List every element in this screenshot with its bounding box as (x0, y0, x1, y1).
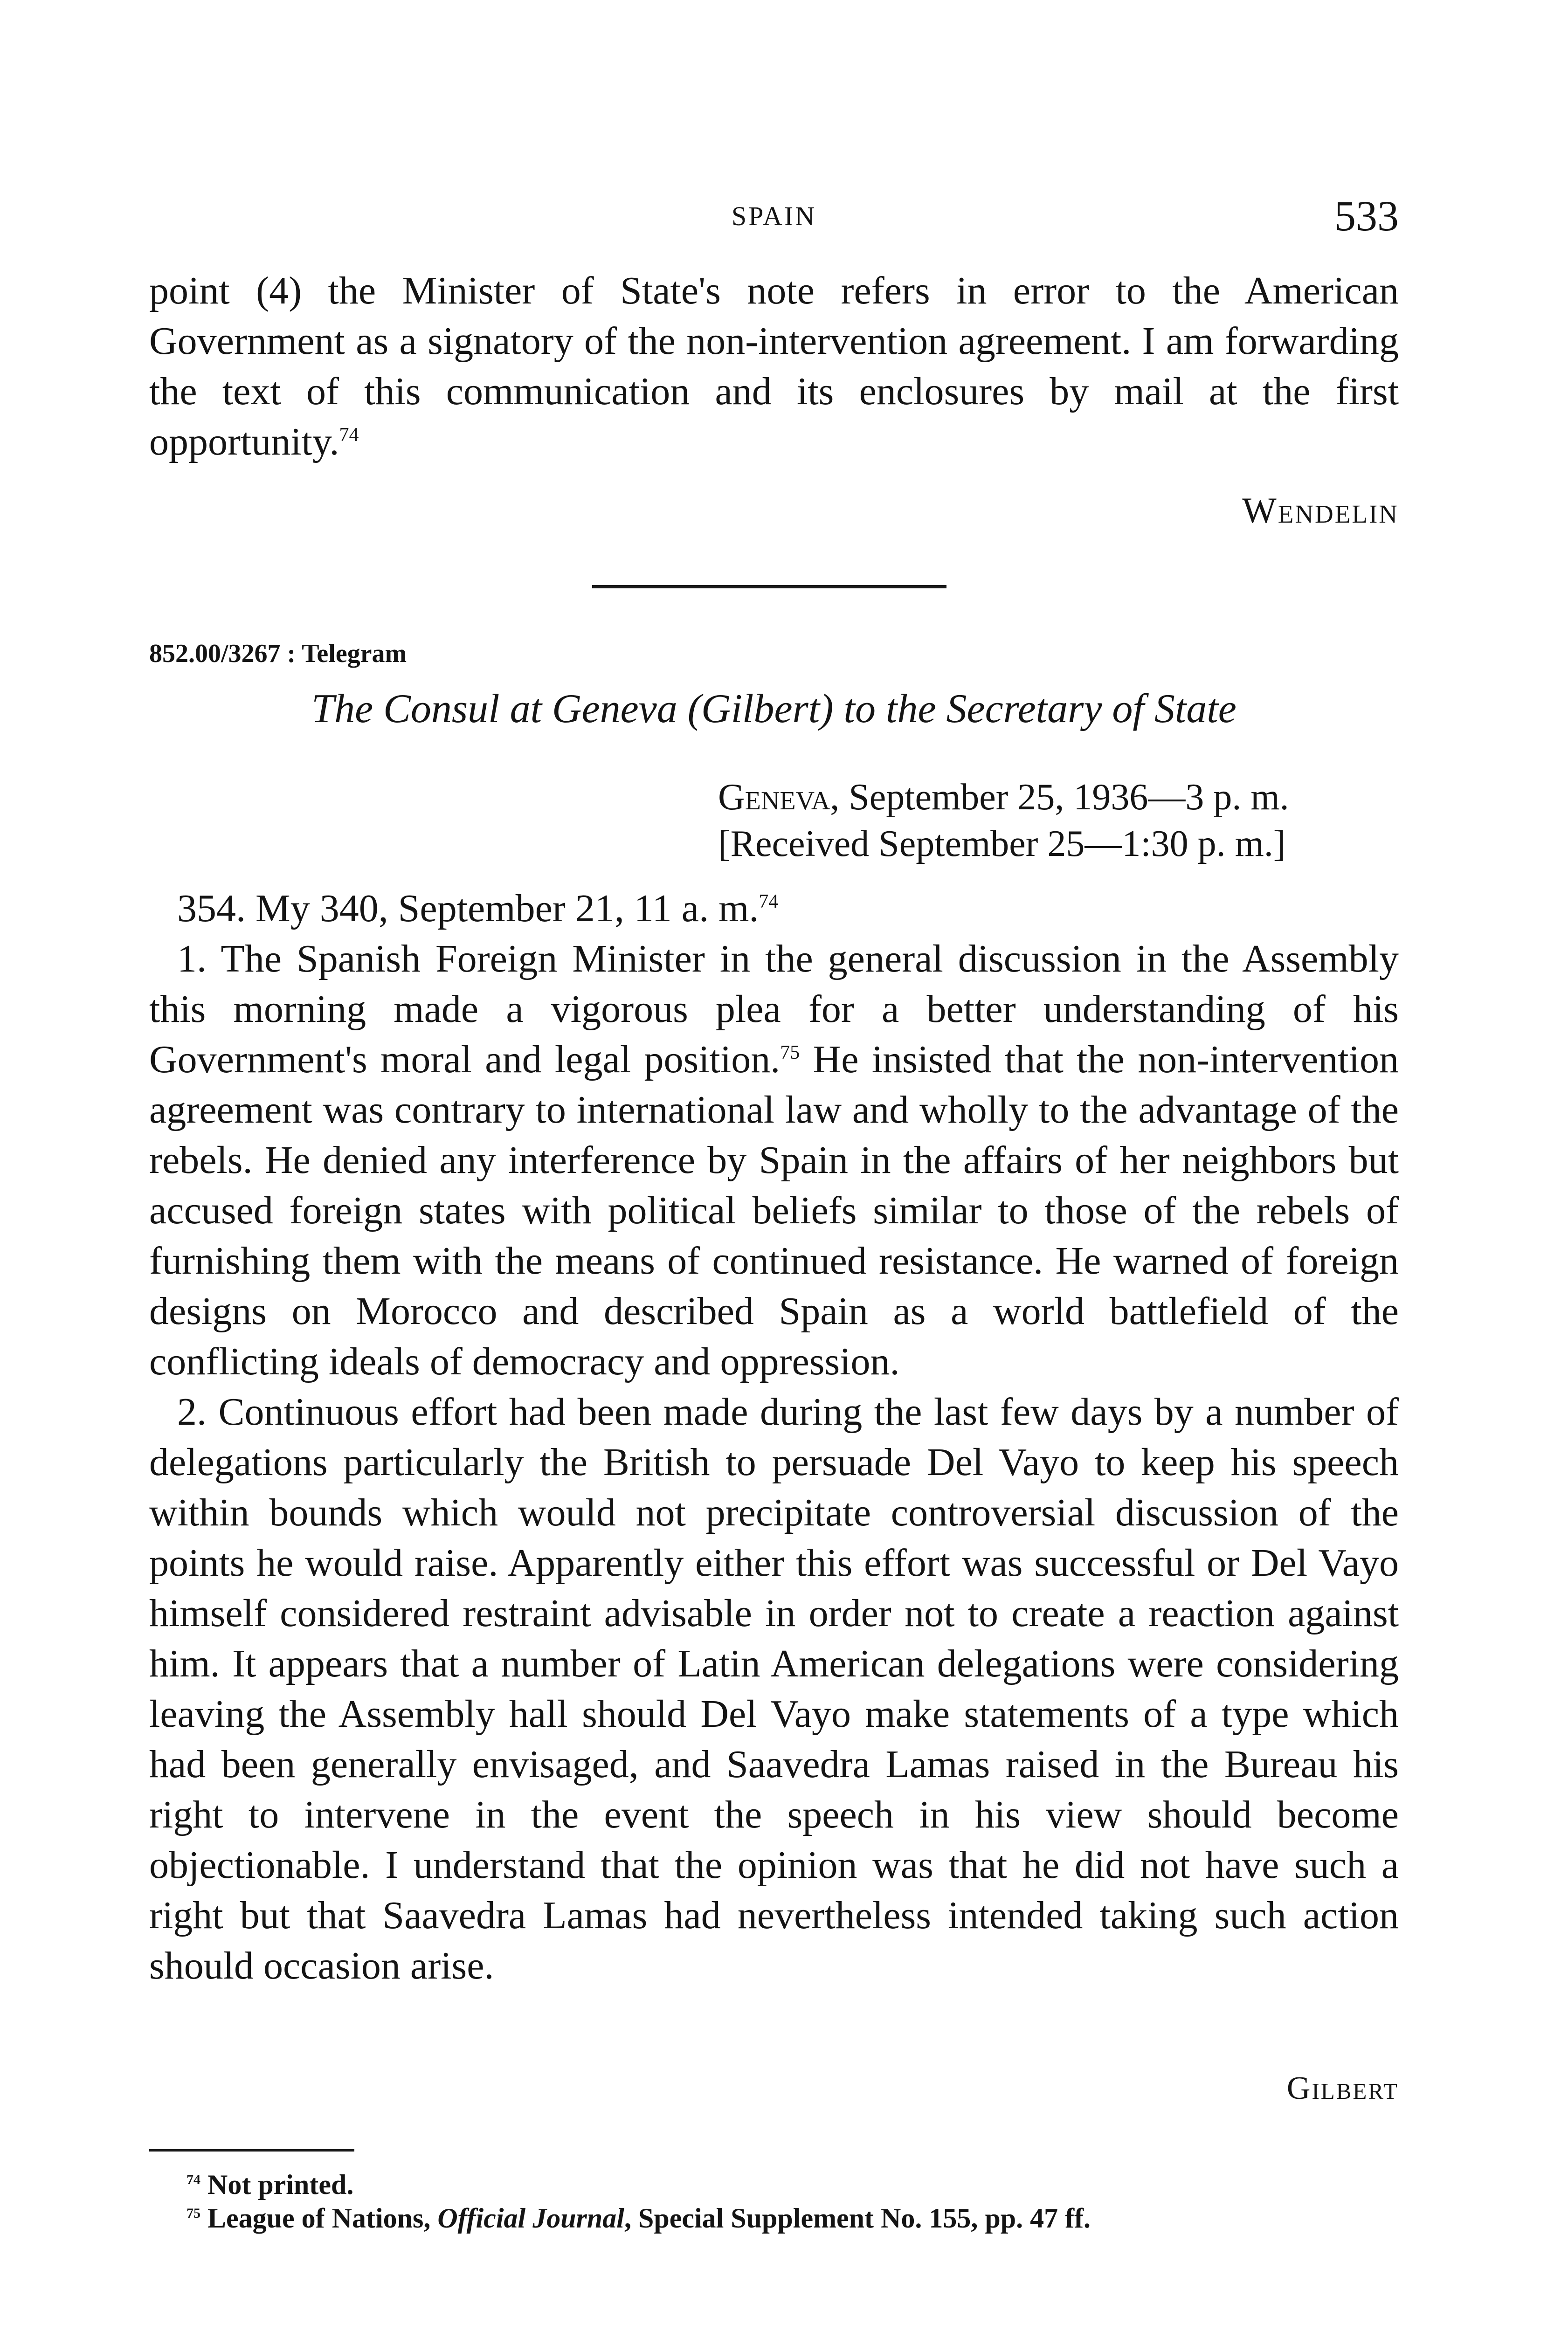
telegram-body (149, 883, 1399, 1991)
dateline-date: , September 25, 1936—3 p. m. (830, 777, 1289, 818)
dateline (718, 774, 1289, 867)
paragraph-1 (149, 934, 1399, 1387)
footnote-text-italic: Official Journal (437, 2203, 624, 2234)
footnote-number: 75 (187, 2206, 200, 2221)
continued-paragraph-text: point (4) the Minister of State's note refers in error to the American Government as a signatory of the non-intervention agreement. I am forwarding the text of this communication and its enclosures by mail at the first opportunity. (149, 269, 1399, 463)
signature-gilbert: Gilbert (1286, 2070, 1399, 2106)
paragraph-1-text-a: 1. The Spanish Foreign Minister in the general discussion in the Assembly this morning made a vigorous plea for a better understanding of his Government's moral and legal position. (149, 937, 1399, 1081)
signature-wendelin: Wendelin (1242, 490, 1399, 531)
dateline-place: Geneva (718, 777, 830, 818)
footnote-ref-75: 75 (780, 1042, 800, 1063)
footnote-text-b: , Special Supplement No. 155, pp. 47 ff. (624, 2203, 1091, 2234)
file-reference: 852.00/3267 : Telegram (149, 639, 407, 668)
footnote-ref-74: 74 (339, 424, 359, 446)
footnote-75 (187, 2201, 1091, 2235)
footnotes (187, 2168, 1091, 2235)
page-header (149, 186, 1399, 238)
section-divider (592, 585, 946, 588)
footnote-number: 74 (187, 2172, 200, 2187)
continued-paragraph (149, 266, 1399, 467)
footnote-divider (149, 2149, 354, 2152)
running-head: SPAIN (731, 201, 817, 231)
footnote-text-a: League of Nations, (207, 2203, 438, 2234)
paragraph-1-text-b: He insisted that the non-intervention agreement was contrary to international law and wholly to the advantage of the rebels. He denied any interference by Spain in the affairs of her neighbors but accused foreign states with political beliefs similar to those of the rebels of furnishing them with the means of continued resistance. He warned of foreign designs on Morocco and described Spain as a world battlefield of the conflicting ideals of democracy and oppression. (149, 1038, 1399, 1383)
footnote-74 (187, 2168, 1091, 2201)
reference-line: 354. My 340, September 21, 11 a. m. (177, 887, 759, 930)
document-title: The Consul at Geneva (Gilbert) to the Secretary of State (311, 686, 1236, 731)
footnote-ref-74b: 74 (759, 891, 779, 912)
page-number: 533 (1334, 192, 1399, 240)
paragraph-2: 2. Continuous effort had been made during the last few days by a number of delegations particularly the British to persuade Del Vayo to keep his speech within bounds which would not precipitate controversial discussion of the points he would raise. Apparently either this effort was successful or Del Vayo himself considered restraint advisable in order not to create a reaction against him. It appears that a number of Latin American delegations were considering leaving the Assembly hall should Del Vayo make statements of a type which had been generally envisaged, and Saavedra Lamas raised in the Bureau his right to intervene in the event the speech in his view should become objectionable. I understand that the opinion was that he did not have such a right but that Saavedra Lamas had nevertheless intended taking such action should occasion arise. (149, 1390, 1399, 1987)
footnote-text: Not printed. (207, 2169, 354, 2200)
received-line: [Received September 25—1:30 p. m.] (718, 823, 1286, 864)
